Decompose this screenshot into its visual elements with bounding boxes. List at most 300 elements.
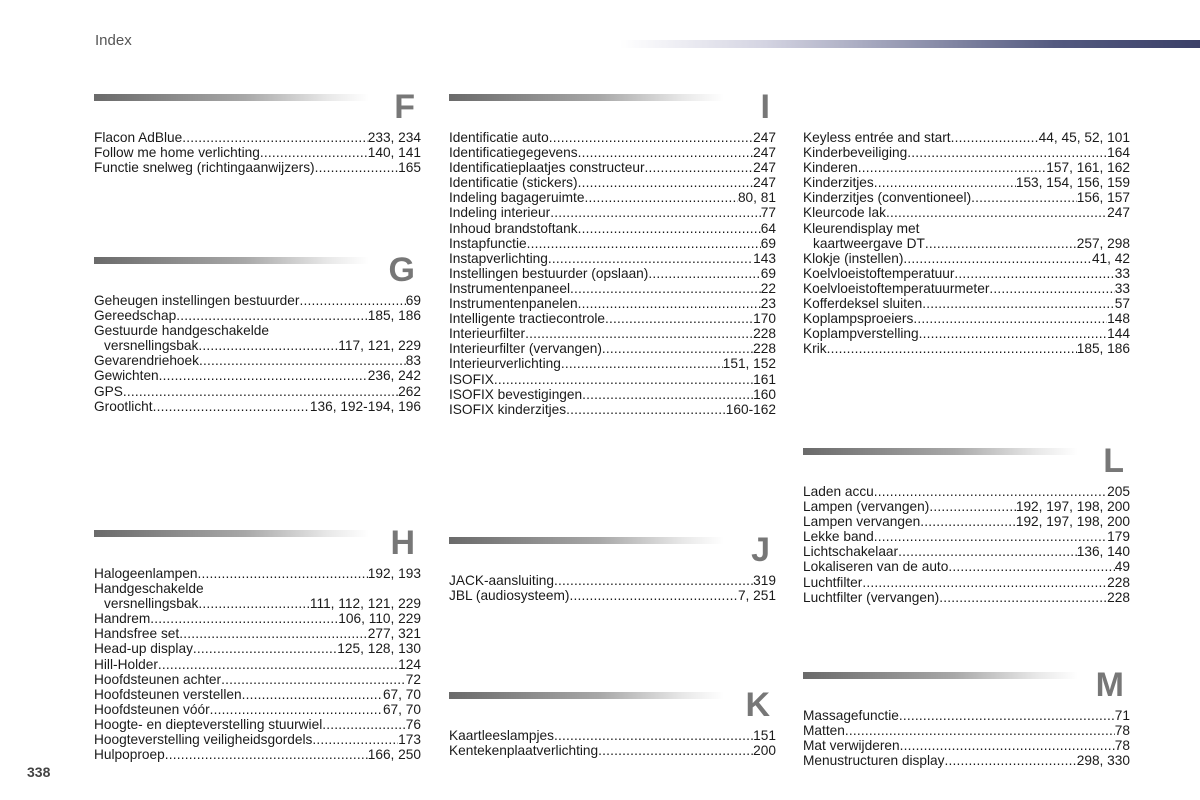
index-entry	[803, 175, 1130, 190]
index-entry	[94, 657, 421, 672]
entry-page-ref: 179	[1107, 529, 1130, 545]
dot-leader	[198, 596, 310, 611]
index-entry	[803, 708, 1130, 723]
index-entry	[803, 296, 1130, 311]
section-k-continued	[803, 130, 1130, 356]
index-entry	[803, 559, 1130, 574]
entry-page-ref: 78	[1114, 738, 1130, 754]
dot-leader	[913, 311, 1107, 326]
section-letter: I	[760, 88, 770, 126]
entry-label: Handrem	[94, 611, 151, 627]
index-entry	[94, 130, 421, 145]
section-header	[94, 253, 421, 293]
section-divider-bar	[94, 530, 369, 537]
entry-page-ref: 165	[398, 160, 421, 176]
dot-leader	[182, 130, 367, 145]
index-entry	[449, 387, 776, 402]
entry-label: Koelvloeistoftemperatuurmeter	[803, 280, 990, 296]
dot-leader	[123, 384, 398, 399]
entry-label: Lichtschakelaar	[803, 544, 899, 560]
entry-label: Lampen (vervangen)	[803, 499, 930, 515]
entry-label: ISOFIX	[449, 371, 494, 387]
entry-label: Inhoud brandstoftank	[449, 220, 578, 236]
index-entry	[803, 738, 1130, 753]
index-entry	[449, 573, 776, 588]
index-entry	[803, 723, 1130, 738]
entry-page-ref: 298, 330	[1076, 753, 1130, 769]
entry-page-ref: 111, 112, 121, 229	[309, 596, 421, 612]
dot-leader	[179, 626, 368, 641]
section-header	[803, 668, 1130, 708]
index-entry	[94, 399, 421, 414]
dot-leader	[858, 160, 1046, 175]
section-divider-bar	[803, 448, 1078, 455]
dot-leader	[645, 160, 754, 175]
index-entry	[449, 402, 776, 417]
index-entry	[94, 687, 421, 702]
entry-page-ref: 233, 234	[367, 130, 421, 145]
entry-label: Instapfunctie	[449, 235, 527, 251]
entry-page-ref: 80, 81	[737, 190, 776, 206]
entry-page-ref: 44, 45, 52, 101	[1038, 130, 1130, 145]
dot-leader	[242, 687, 383, 702]
entry-label: Instapverlichting	[449, 250, 548, 266]
entry-page-ref: 124	[398, 656, 421, 672]
entry-page-ref: 192, 193	[367, 566, 421, 581]
dot-leader	[198, 566, 368, 581]
index-entry	[449, 326, 776, 341]
entry-page-ref: 140, 141	[367, 145, 421, 161]
entry-label: Kleurcode lak	[803, 205, 886, 221]
index-entry-heading: Kleurendisplay met	[803, 220, 920, 236]
dot-leader	[925, 236, 1077, 251]
dot-leader	[874, 175, 1016, 190]
entry-page-ref: 205	[1107, 484, 1130, 499]
index-entry	[803, 130, 1130, 145]
entry-label: versnellingsbak	[104, 338, 199, 354]
entry-label: Flacon AdBlue	[94, 130, 183, 145]
section-divider-bar	[94, 257, 369, 264]
entry-page-ref: 200	[753, 743, 776, 759]
section-letter: G	[388, 251, 415, 289]
entry-label: Krik	[803, 341, 827, 357]
index-entry	[803, 311, 1130, 326]
dot-leader	[919, 326, 1108, 341]
dot-leader	[951, 130, 1039, 145]
entry-label: Gewichten	[94, 368, 159, 384]
dot-leader	[527, 236, 761, 251]
entry-page-ref: 173	[398, 732, 421, 748]
index-entry	[449, 296, 776, 311]
index-entry	[803, 575, 1130, 590]
dot-leader	[922, 296, 1115, 311]
entry-label: Klokje (instellen)	[803, 250, 904, 266]
section-header	[449, 688, 776, 728]
dot-leader	[221, 672, 406, 687]
entry-page-ref: 185, 186	[1076, 341, 1130, 357]
entry-label: Interieurfilter	[449, 326, 526, 342]
entry-label: Geheugen instellingen bestuurder	[94, 293, 300, 308]
section-divider-bar	[94, 94, 369, 101]
entry-label: Kinderbeveiliging	[803, 145, 908, 161]
dot-leader	[874, 529, 1107, 544]
dot-leader	[903, 251, 1092, 266]
header-decorative-bar	[620, 40, 1200, 48]
entry-label: Hoofdsteunen verstellen	[94, 686, 242, 702]
index-entry	[94, 747, 421, 762]
section-letter: L	[1103, 442, 1124, 480]
dot-leader	[578, 296, 761, 311]
dot-leader	[525, 326, 753, 341]
index-entry	[94, 368, 421, 383]
dot-leader	[602, 341, 753, 356]
entry-label: Hoogte- en diepteverstelling stuurwiel	[94, 716, 323, 732]
section-m	[803, 668, 1130, 768]
entry-page-ref: 228	[1107, 589, 1130, 605]
index-entry	[449, 728, 776, 743]
section-header	[803, 444, 1130, 484]
entry-page-ref: 228	[753, 326, 776, 342]
entry-label: Massagefunctie	[803, 708, 899, 723]
dot-leader	[939, 590, 1107, 605]
dot-leader	[550, 205, 761, 220]
entry-page-ref: 144	[1107, 326, 1130, 342]
section-l	[803, 444, 1130, 605]
entry-label: Koplampsproeiers	[803, 311, 914, 327]
dot-leader	[561, 356, 723, 371]
entry-label: Lokaliseren van de auto	[803, 559, 949, 575]
index-entry	[803, 326, 1130, 341]
entry-page-ref: 148	[1107, 311, 1130, 327]
entry-label: Kinderzitjes	[803, 175, 874, 191]
entry-page-ref: 247	[753, 145, 776, 161]
index-entry-heading: Handgeschakelde	[94, 581, 204, 597]
dot-leader	[605, 311, 753, 326]
dot-leader	[578, 145, 754, 160]
entry-page-ref: 192, 197, 198, 200	[1015, 499, 1130, 515]
entry-page-ref: 76	[405, 716, 421, 732]
index-entry	[94, 160, 421, 175]
entry-label: Kinderzitjes (conventioneel)	[803, 190, 972, 206]
entry-page-ref: 319	[753, 573, 776, 588]
index-entry	[449, 145, 776, 160]
entry-page-ref: 161	[753, 371, 776, 387]
index-entry	[803, 281, 1130, 296]
index-entry	[94, 641, 421, 656]
dot-leader	[549, 130, 753, 145]
entry-label: Interieurverlichting	[449, 356, 561, 372]
entry-label: Menustructuren display	[803, 753, 945, 769]
entry-label: Intelligente tractiecontrole	[449, 311, 605, 327]
entry-label: Koplampverstelling	[803, 326, 919, 342]
entry-page-ref: 247	[1107, 205, 1130, 221]
entry-label: Hulpoproep	[94, 747, 165, 763]
entry-label: Gevarendriehoek	[94, 353, 200, 369]
entry-page-ref: 192, 197, 198, 200	[1015, 514, 1130, 530]
entry-label: Follow me home verlichting	[94, 145, 260, 161]
entry-label: Kentekenplaatverlichting	[449, 743, 599, 759]
index-entry	[449, 356, 776, 371]
dot-leader	[648, 266, 760, 281]
dot-leader	[945, 753, 1077, 768]
dot-leader	[578, 221, 761, 236]
section-h	[94, 526, 421, 762]
index-entry	[803, 544, 1130, 559]
dot-leader	[989, 281, 1114, 296]
entry-page-ref: 33	[1114, 265, 1130, 281]
entry-page-ref: 83	[405, 353, 421, 369]
index-entry	[803, 341, 1130, 356]
entry-page-ref: 160	[753, 386, 776, 402]
entry-page-ref: 125, 128, 130	[337, 641, 421, 657]
index-entry	[94, 596, 421, 611]
dot-leader	[971, 190, 1077, 205]
dot-leader	[494, 372, 753, 387]
entry-page-ref: 277, 321	[367, 626, 421, 642]
section-k	[449, 688, 776, 758]
entry-page-ref: 49	[1114, 559, 1130, 575]
dot-leader	[566, 402, 726, 417]
index-entry	[449, 236, 776, 251]
section-header	[449, 533, 776, 573]
entry-page-ref: 247	[753, 160, 776, 176]
entry-label: kaartweergave DT	[813, 235, 925, 251]
index-entry	[449, 341, 776, 356]
entry-label: Handsfree set	[94, 626, 180, 642]
index-entry	[94, 308, 421, 323]
dot-leader	[198, 338, 338, 353]
entry-label: Identificatieplaatjes constructeur	[449, 160, 645, 176]
entry-page-ref: 170	[753, 311, 776, 327]
entry-label: Gereedschap	[94, 308, 177, 324]
dot-leader	[899, 708, 1115, 723]
dot-leader	[322, 717, 406, 732]
index-entry	[94, 353, 421, 368]
entry-page-ref: 57	[1114, 296, 1130, 312]
section-g	[94, 253, 421, 414]
entry-label: Kinderen	[803, 160, 858, 176]
index-entry	[803, 266, 1130, 281]
dot-leader	[845, 723, 1115, 738]
index-entry	[803, 590, 1130, 605]
entry-page-ref: 136, 140	[1076, 544, 1130, 560]
section-divider-bar	[803, 672, 1078, 679]
entry-page-ref: 41, 42	[1091, 250, 1130, 266]
entry-label: Grootlicht	[94, 398, 153, 414]
entry-page-ref: 69	[760, 265, 776, 281]
index-entry	[94, 566, 421, 581]
section-header	[94, 526, 421, 566]
entry-label: Matten	[803, 723, 845, 739]
entry-label: Identificatie auto	[449, 130, 549, 145]
entry-label: Indeling interieur	[449, 205, 551, 221]
index-entry	[94, 338, 421, 353]
entry-page-ref: 77	[760, 205, 776, 221]
dot-leader	[315, 160, 399, 175]
entry-page-ref: 160-162	[725, 401, 776, 417]
index-entry	[803, 499, 1130, 514]
entry-page-ref: 136, 192-194, 196	[309, 398, 421, 414]
entry-page-ref: 228	[1107, 574, 1130, 590]
entry-label: Indeling bagageruimte	[449, 190, 585, 206]
entry-page-ref: 153, 154, 156, 159	[1015, 175, 1130, 191]
dot-leader	[165, 747, 368, 762]
entry-label: Functie snelweg (richtingaanwijzers)	[94, 160, 315, 176]
entry-page-ref: 157, 161, 162	[1046, 160, 1130, 176]
entry-page-ref: 106, 110, 229	[338, 611, 421, 627]
index-entry	[94, 384, 421, 399]
dot-leader	[874, 484, 1107, 499]
dot-leader	[886, 205, 1107, 220]
entry-label: Instrumentenpanelen	[449, 296, 578, 312]
index-entry	[449, 160, 776, 175]
index-entry	[94, 293, 421, 308]
entry-label: ISOFIX bevestigingen	[449, 386, 583, 402]
entry-label: Interieurfilter (vervangen)	[449, 341, 602, 357]
dot-leader	[312, 732, 398, 747]
entry-page-ref: 117, 121, 229	[338, 338, 421, 354]
dot-leader	[827, 341, 1077, 356]
entry-label: Keyless entrée and start	[803, 130, 951, 145]
dot-leader	[862, 575, 1107, 590]
index-entry	[803, 514, 1130, 529]
dot-leader	[954, 266, 1114, 281]
entry-label: Instellingen bestuurder (opslaan)	[449, 265, 649, 281]
entry-label: Kaartleeslampjes	[449, 728, 554, 743]
entry-label: Luchtfilter (vervangen)	[803, 589, 940, 605]
entry-page-ref: 78	[1114, 723, 1130, 739]
section-divider-bar	[449, 692, 724, 699]
dot-leader	[898, 544, 1077, 559]
index-entry	[94, 672, 421, 687]
entry-page-ref: 67, 70	[382, 686, 421, 702]
dot-leader	[299, 293, 405, 308]
dot-leader	[582, 387, 753, 402]
index-entry	[449, 221, 776, 236]
dot-leader	[569, 588, 737, 603]
index-entry	[94, 145, 421, 160]
entry-label: Head-up display	[94, 641, 193, 657]
dot-leader	[153, 399, 310, 414]
entry-label: Laden accu	[803, 484, 874, 499]
index-entry	[449, 205, 776, 220]
entry-page-ref: 185, 186	[367, 308, 421, 324]
entry-label: GPS	[94, 383, 123, 399]
entry-label: JBL (audiosysteem)	[449, 588, 570, 604]
entry-page-ref: 69	[405, 293, 421, 308]
entry-label: Lekke band	[803, 529, 874, 545]
entry-page-ref: 33	[1114, 280, 1130, 296]
page-number: 338	[27, 764, 51, 780]
index-entry	[94, 626, 421, 641]
index-entry	[803, 145, 1130, 160]
entry-page-ref: 247	[753, 175, 776, 191]
entry-label: Halogeenlampen	[94, 566, 198, 581]
index-entry	[803, 190, 1130, 205]
dot-leader	[578, 175, 754, 190]
entry-label: Identificatiegegevens	[449, 145, 578, 161]
entry-label: Identificatie (stickers)	[449, 175, 578, 191]
dot-leader	[920, 514, 1016, 529]
dot-leader	[158, 657, 398, 672]
entry-page-ref: 69	[760, 235, 776, 251]
entry-page-ref: 166, 250	[367, 747, 421, 763]
dot-leader	[570, 281, 761, 296]
entry-page-ref: 156, 157	[1076, 190, 1130, 206]
entry-page-ref: 22	[760, 280, 776, 296]
dot-leader	[260, 145, 368, 160]
index-entry	[449, 311, 776, 326]
index-entry	[803, 529, 1130, 544]
entry-label: Hoofdsteunen vóór	[94, 701, 210, 717]
dot-leader	[199, 353, 406, 368]
index-entry	[94, 611, 421, 626]
index-entry	[449, 372, 776, 387]
entry-label: Hill-Holder	[94, 656, 158, 672]
index-entry	[803, 236, 1130, 251]
index-entry	[803, 753, 1130, 768]
index-entry	[803, 251, 1130, 266]
section-header	[449, 90, 776, 130]
index-entry	[449, 588, 776, 603]
index-entry	[449, 281, 776, 296]
dot-leader	[548, 251, 753, 266]
section-letter: H	[390, 524, 415, 562]
entry-label: versnellingsbak	[104, 596, 199, 612]
section-divider-bar	[449, 94, 724, 101]
entry-label: Instrumentenpaneel	[449, 280, 570, 296]
index-entry-heading: Gestuurde handgeschakelde	[94, 323, 270, 339]
index-entry	[803, 205, 1130, 220]
entry-page-ref: 236, 242	[367, 368, 421, 384]
entry-page-ref: 64	[760, 220, 776, 236]
entry-page-ref: 23	[760, 296, 776, 312]
section-letter: M	[1095, 666, 1124, 704]
section-f	[94, 90, 421, 175]
index-entry	[449, 130, 776, 145]
index-entry	[449, 251, 776, 266]
index-entry	[449, 743, 776, 758]
section-letter: J	[751, 531, 770, 569]
index-entry	[449, 175, 776, 190]
entry-label: Hoofdsteunen achter	[94, 671, 222, 687]
dot-leader	[929, 499, 1016, 514]
dot-leader	[159, 368, 368, 383]
dot-leader	[948, 559, 1114, 574]
entry-page-ref: 151, 152	[722, 356, 776, 372]
dot-leader	[598, 743, 753, 758]
entry-label: Mat verwijderen	[803, 738, 900, 754]
dot-leader	[900, 738, 1115, 753]
entry-page-ref: 67, 70	[382, 701, 421, 717]
index-entry	[94, 702, 421, 717]
entry-page-ref: 228	[753, 341, 776, 357]
entry-label: Koelvloeistoftemperatuur	[803, 265, 955, 281]
section-divider-bar	[449, 537, 724, 544]
dot-leader	[210, 702, 383, 717]
dot-leader	[176, 308, 368, 323]
index-entry	[449, 190, 776, 205]
entry-label: ISOFIX kinderzitjes	[449, 401, 567, 417]
entry-page-ref: 257, 298	[1076, 235, 1130, 251]
entry-label: Hoogteverstelling veiligheidsgordels	[94, 732, 313, 748]
entry-page-ref: 71	[1114, 708, 1130, 723]
index-entry	[94, 732, 421, 747]
dot-leader	[907, 145, 1107, 160]
index-entry	[449, 266, 776, 281]
entry-page-ref: 72	[405, 671, 421, 687]
index-entry	[803, 484, 1130, 499]
